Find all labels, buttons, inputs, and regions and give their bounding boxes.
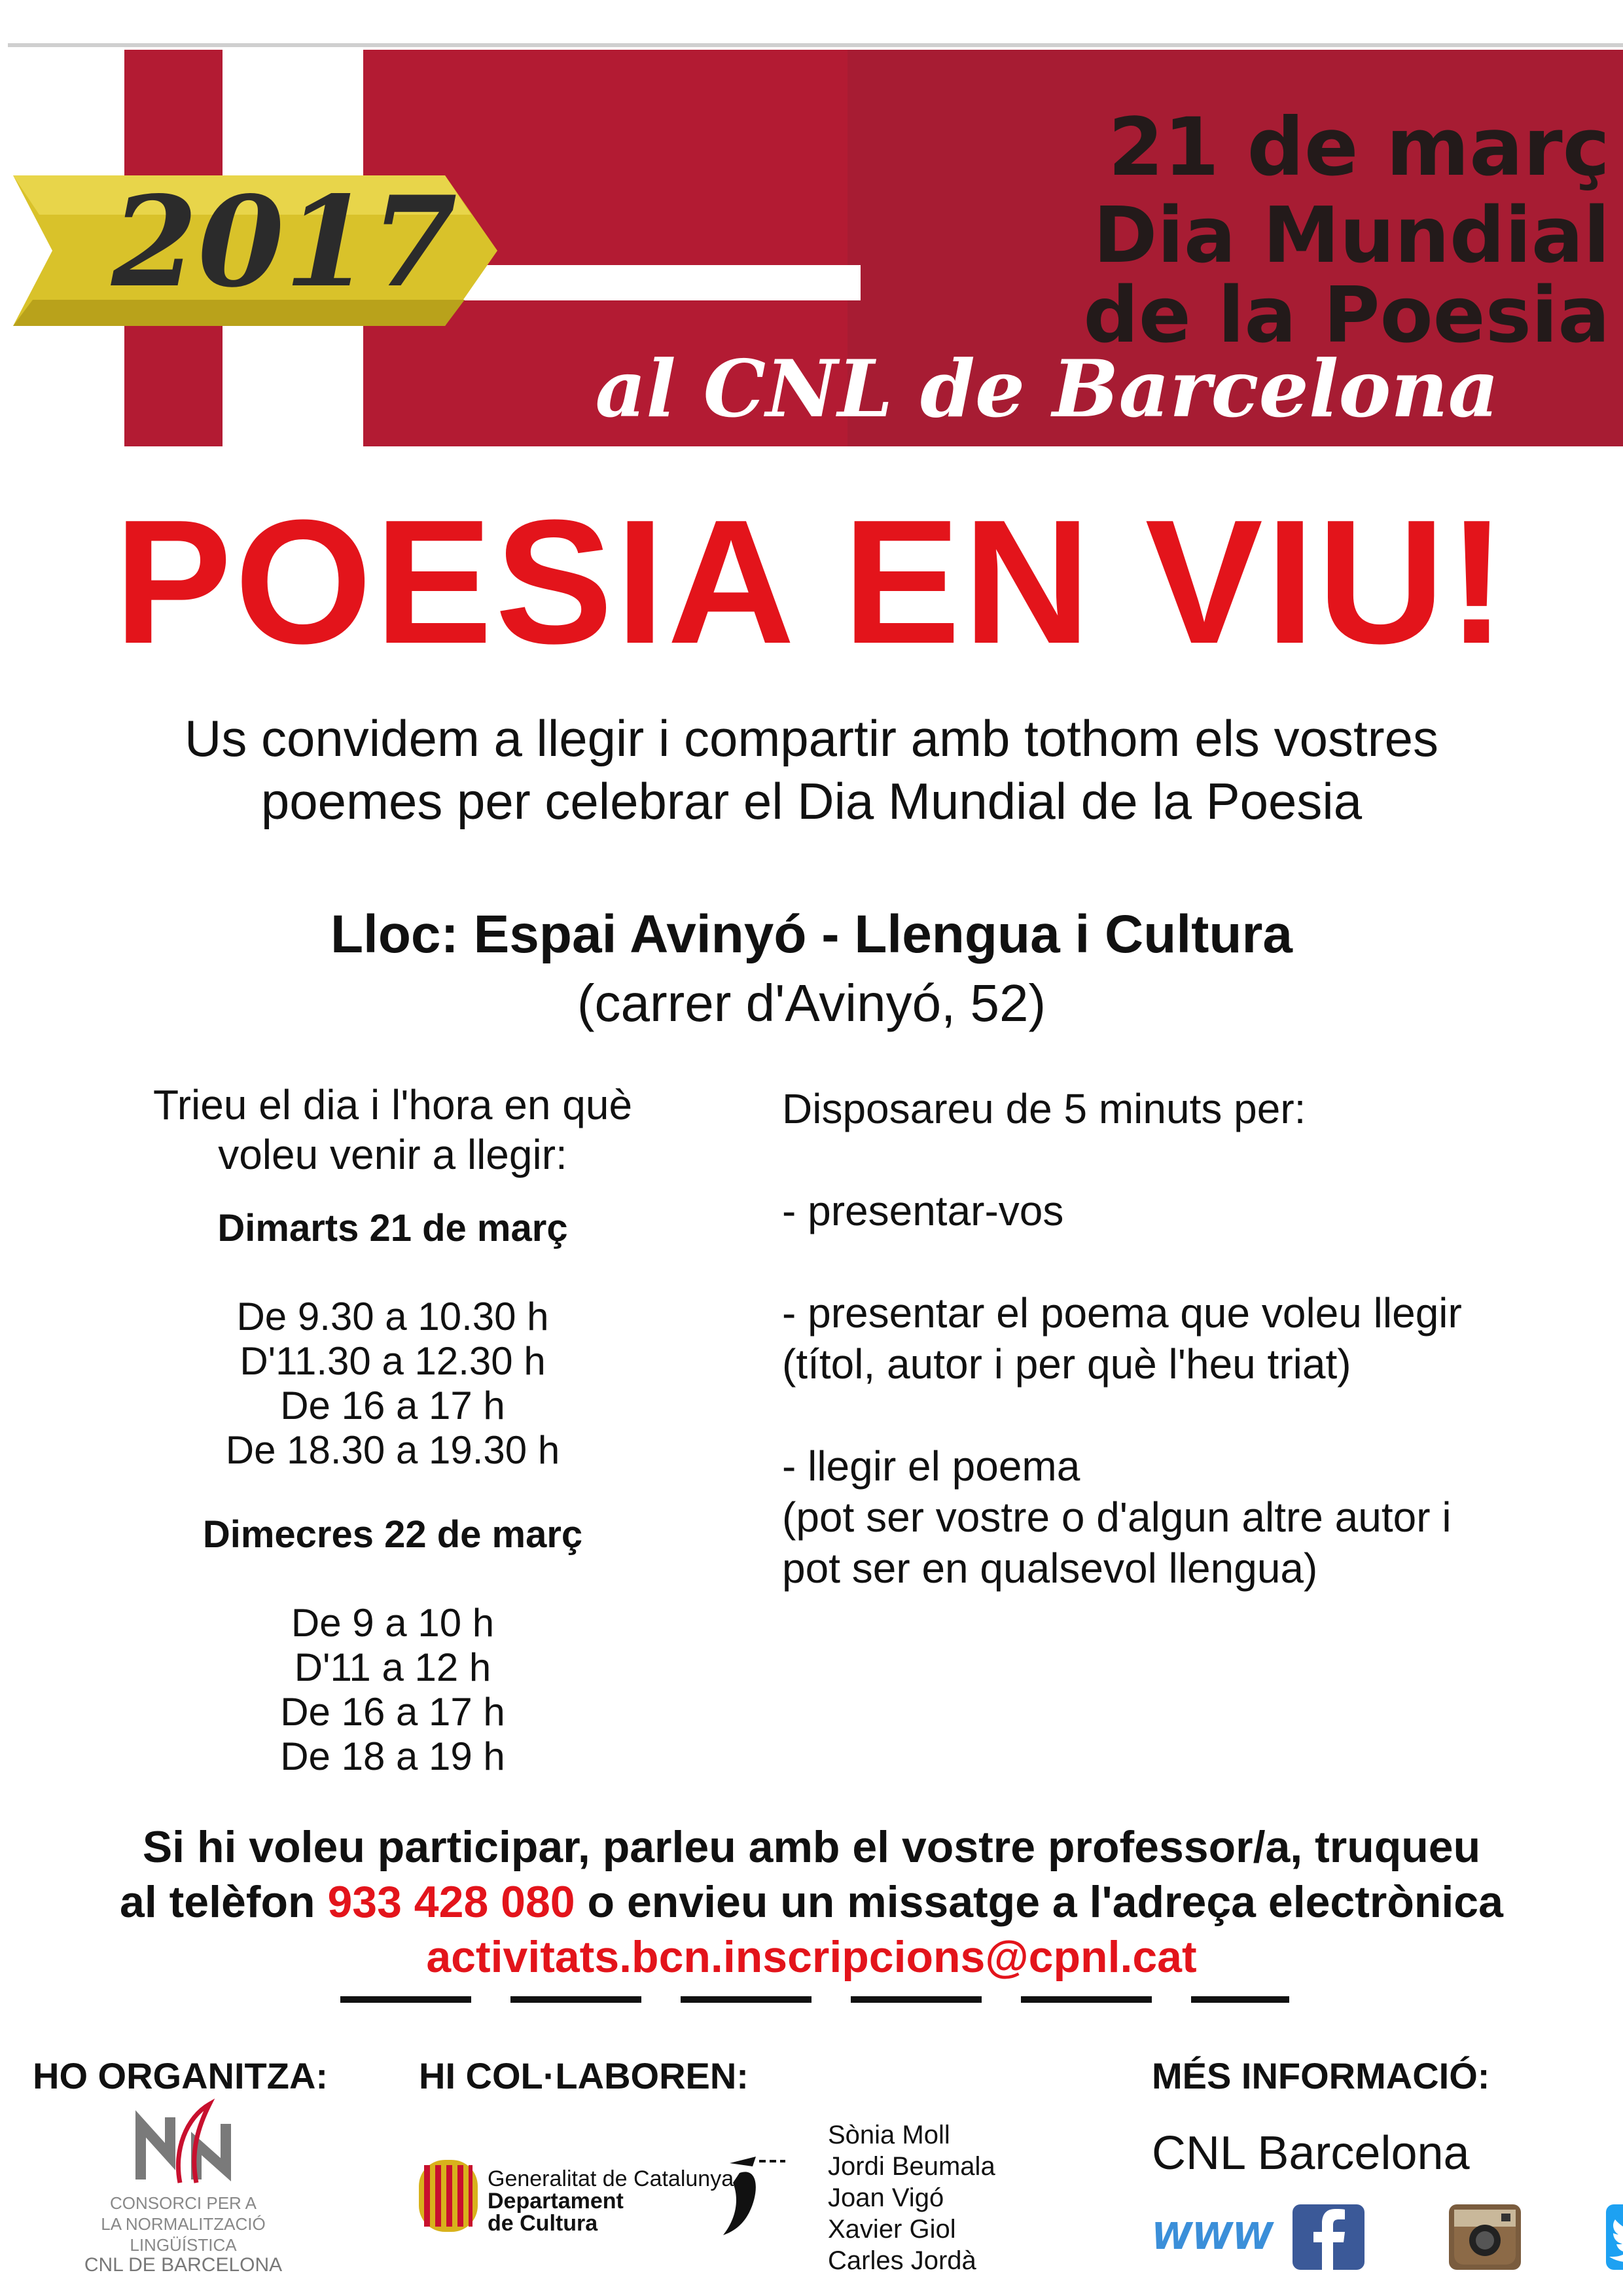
time-slot: De 9 a 10 h — [291, 1601, 495, 1645]
instruction-item: - presentar el poema que voleu llegir — [782, 1289, 1462, 1336]
cut-off-text-line — [340, 1990, 1289, 2003]
instagram-icon — [1449, 2204, 1521, 2270]
cpnl-logo-icon — [134, 2098, 232, 2189]
invitation-line1: Us convidem a llegir i compartir amb tothom els vostres — [185, 709, 1438, 767]
schedule-column — [85, 1080, 700, 1779]
page-title: POESIA EN VIU! — [114, 484, 1509, 681]
year-label: 2017 — [111, 169, 457, 315]
instruction-item-detail: (títol, autor i per què l'heu triat) — [782, 1340, 1351, 1388]
more-info-label: MÉS INFORMACIÓ: — [1152, 2055, 1490, 2096]
cta-line1: Si hi voleu participar, parleu amb el vostre professor/a, truqueu — [142, 1822, 1481, 1872]
time-slot: De 16 a 17 h — [280, 1384, 505, 1427]
instruction-item: - presentar-vos — [782, 1187, 1064, 1234]
email-link[interactable]: activitats.bcn.inscripcions@cpnl.cat — [426, 1932, 1197, 1982]
day-title-wednesday: Dimecres 22 de març — [202, 1513, 583, 1556]
organizer-logo-text — [85, 2193, 281, 2255]
organizer-name: CNL DE BARCELONA — [84, 2254, 283, 2276]
collaborator-name: Jordi Beumala — [828, 2152, 995, 2181]
www-icon — [1147, 2204, 1277, 2270]
place-label: Lloc: Espai Avinyó - Llengua i Cultura — [330, 905, 1293, 964]
time-slot: De 16 a 17 h — [280, 1690, 505, 1734]
collaborator-name: Carles Jordà — [828, 2246, 976, 2275]
time-slot: D'11.30 a 12.30 h — [240, 1339, 546, 1383]
twitter-icon — [1606, 2204, 1623, 2270]
cta-phone-prefix: al telèfon — [120, 1877, 315, 1927]
organizer-logo-line3: LINGÜÍSTICA — [130, 2235, 237, 2255]
instruction-item: - llegir el poema — [782, 1443, 1080, 1490]
instagram-link[interactable] — [1449, 2204, 1521, 2270]
instructions-column — [782, 1083, 1600, 1594]
organizer-logo-line1: CONSORCI PER A — [110, 2193, 257, 2213]
phone-number[interactable]: 933 428 080 — [327, 1877, 575, 1927]
collaborator-name: Joan Vigó — [828, 2183, 944, 2212]
event-subtitle: al CNL de Barcelona — [595, 343, 1499, 435]
schedule-intro-line1: Trieu el dia i l'hora en què — [152, 1081, 633, 1128]
swimmer-logo-icon — [713, 2153, 785, 2238]
collaborator-name: Xavier Giol — [828, 2215, 956, 2244]
time-slot: De 18.30 a 19.30 h — [225, 1428, 560, 1472]
time-slot: De 9.30 a 10.30 h — [236, 1295, 549, 1338]
www-icon-text: WWW — [1151, 2215, 1273, 2258]
more-info-value: CNL Barcelona — [1152, 2127, 1470, 2179]
collaborators-label: HI COL·LABOREN: — [419, 2055, 749, 2096]
cta-line2 — [26, 1874, 1597, 1929]
call-to-action — [26, 1820, 1597, 1984]
website-link[interactable] — [1147, 2204, 1277, 2270]
schedule-intro-line2: voleu venir a llegir: — [218, 1131, 567, 1178]
generalitat-line1: Generalitat de Catalunya — [488, 2166, 734, 2191]
generalitat-line3: de Cultura — [488, 2211, 598, 2236]
top-divider — [8, 43, 1623, 47]
collaborators-list — [828, 2119, 995, 2276]
organizer-label: HO ORGANITZA: — [33, 2055, 329, 2096]
event-title-line1: Dia Mundial — [1093, 190, 1610, 280]
instruction-item-detail: pot ser en qualsevol llengua) — [782, 1545, 1318, 1592]
instruction-item-detail: (pot ser vostre o d'algun altre autor i — [782, 1494, 1452, 1541]
twitter-link[interactable] — [1606, 2204, 1623, 2270]
generalitat-text — [488, 2168, 734, 2234]
organizer-logo-line2: LA NORMALITZACIÓ — [101, 2214, 266, 2234]
generalitat-logo-icon — [419, 2160, 478, 2232]
invitation-line2: poemes per celebrar el Dia Mundial de la Poesia — [260, 772, 1363, 830]
instructions-intro: Disposareu de 5 minuts per: — [782, 1085, 1306, 1132]
collaborator-name: Sònia Moll — [828, 2121, 950, 2149]
time-slot: D'11 a 12 h — [294, 1645, 491, 1689]
event-date: 21 de març — [1108, 101, 1610, 194]
generalitat-line2: Departament — [488, 2189, 624, 2214]
facebook-link[interactable] — [1293, 2204, 1364, 2270]
event-title-line2: de la Poesia — [1083, 270, 1610, 360]
facebook-icon — [1293, 2204, 1364, 2270]
place-address: (carrer d'Avinyó, 52) — [577, 974, 1046, 1032]
invitation-text — [65, 707, 1558, 833]
day-title-tuesday: Dimarts 21 de març — [217, 1207, 568, 1249]
time-slot: De 18 a 19 h — [280, 1734, 505, 1778]
cta-email-prefix: o envieu un missatge a l'adreça electrònica — [587, 1877, 1503, 1927]
